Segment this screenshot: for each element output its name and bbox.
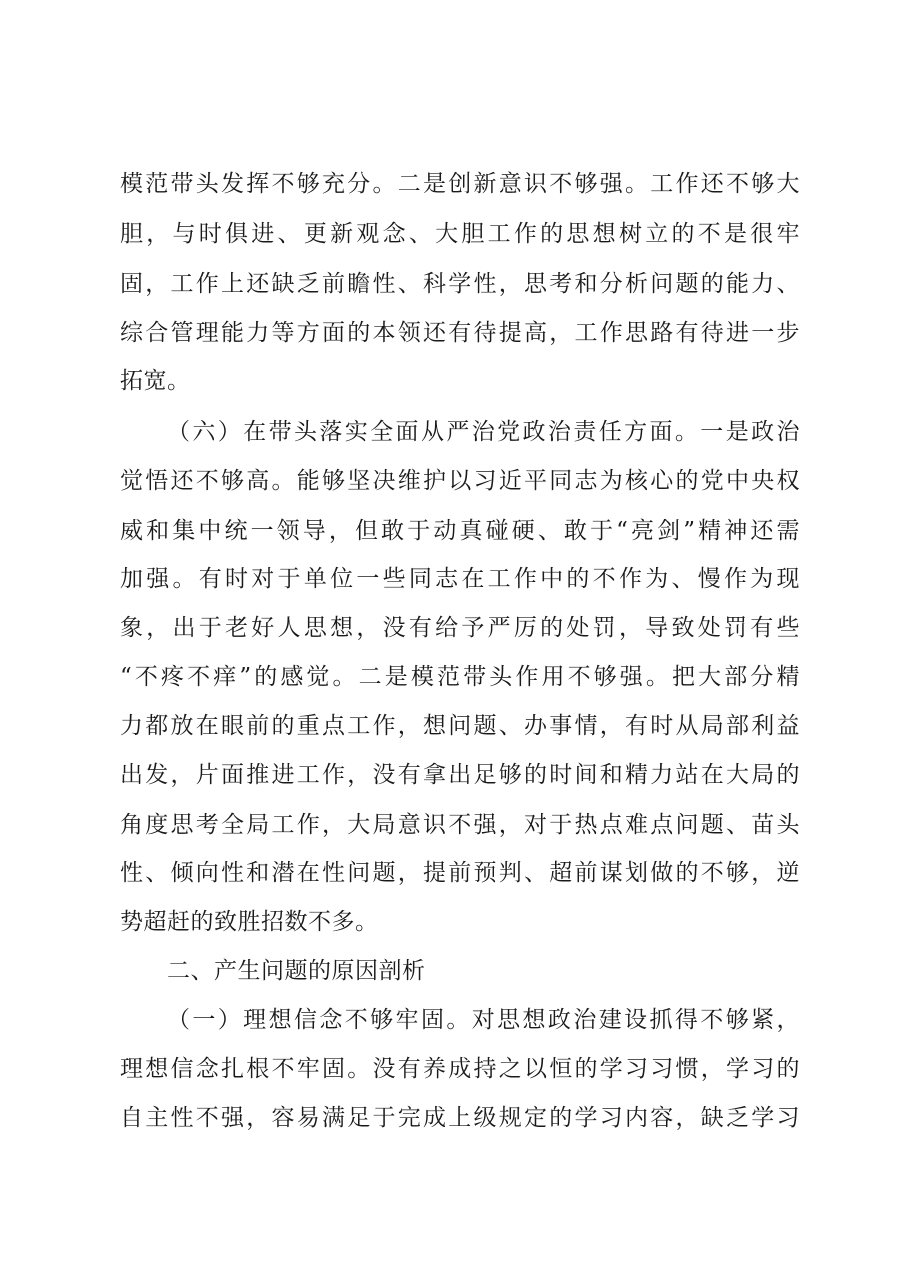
text-line: 威和集中统一领导，但敢于动真碰硬、敢于“亮剑”精神还需 xyxy=(120,518,800,544)
text-line: 胆，与时俱进、更新观念、大胆工作的思想树立的不是很牢 xyxy=(120,221,800,247)
text-line: 模范带头发挥不够充分。二是创新意识不够强。工作还不够大 xyxy=(120,171,800,197)
text-line: 理想信念扎根不牢固。没有养成持之以恒的学习习惯，学习的 xyxy=(120,1056,800,1082)
text-line: 性、倾向性和潜在性问题，提前预判、超前谋划做的不够，逆 xyxy=(120,860,800,886)
text-line: 加强。有时对于单位一些同志在工作中的不作为、慢作为现 xyxy=(120,566,800,592)
text-line: “不疼不痒”的感觉。二是模范带头作用不够强。把大部分精 xyxy=(120,664,800,690)
text-line: 综合管理能力等方面的本领还有待提高，工作思路有待进一步 xyxy=(120,320,800,346)
text-line: 出发，片面推进工作，没有拿出足够的时间和精力站在大局的 xyxy=(120,762,800,788)
text-line: 角度思考全局工作，大局意识不强，对于热点难点问题、苗头 xyxy=(120,812,800,838)
section-paragraph-start: （一）理想信念不够牢固。对思想政治建设抓得不够紧， xyxy=(167,1007,800,1033)
text-line: 自主性不强，容易满足于完成上级规定的学习内容，缺乏学习 xyxy=(120,1105,800,1131)
text-line: 固，工作上还缺乏前瞻性、科学性，思考和分析问题的能力、 xyxy=(120,271,800,297)
section-paragraph-start: （六）在带头落实全面从严治党政治责任方面。一是政治 xyxy=(167,419,800,445)
text-line: 力都放在眼前的重点工作，想问题、办事情，有时从局部利益 xyxy=(120,713,800,739)
text-line: 觉悟还不够高。能够坚决维护以习近平同志为核心的党中央权 xyxy=(120,468,800,494)
text-line: 象，出于老好人思想，没有给予严厉的处罚，导致处罚有些 xyxy=(120,615,800,641)
section-heading: 二、产生问题的原因剖析 xyxy=(167,958,426,984)
text-line: 拓宽。 xyxy=(120,368,191,394)
text-line: 势超赶的致胜招数不多。 xyxy=(120,909,379,935)
